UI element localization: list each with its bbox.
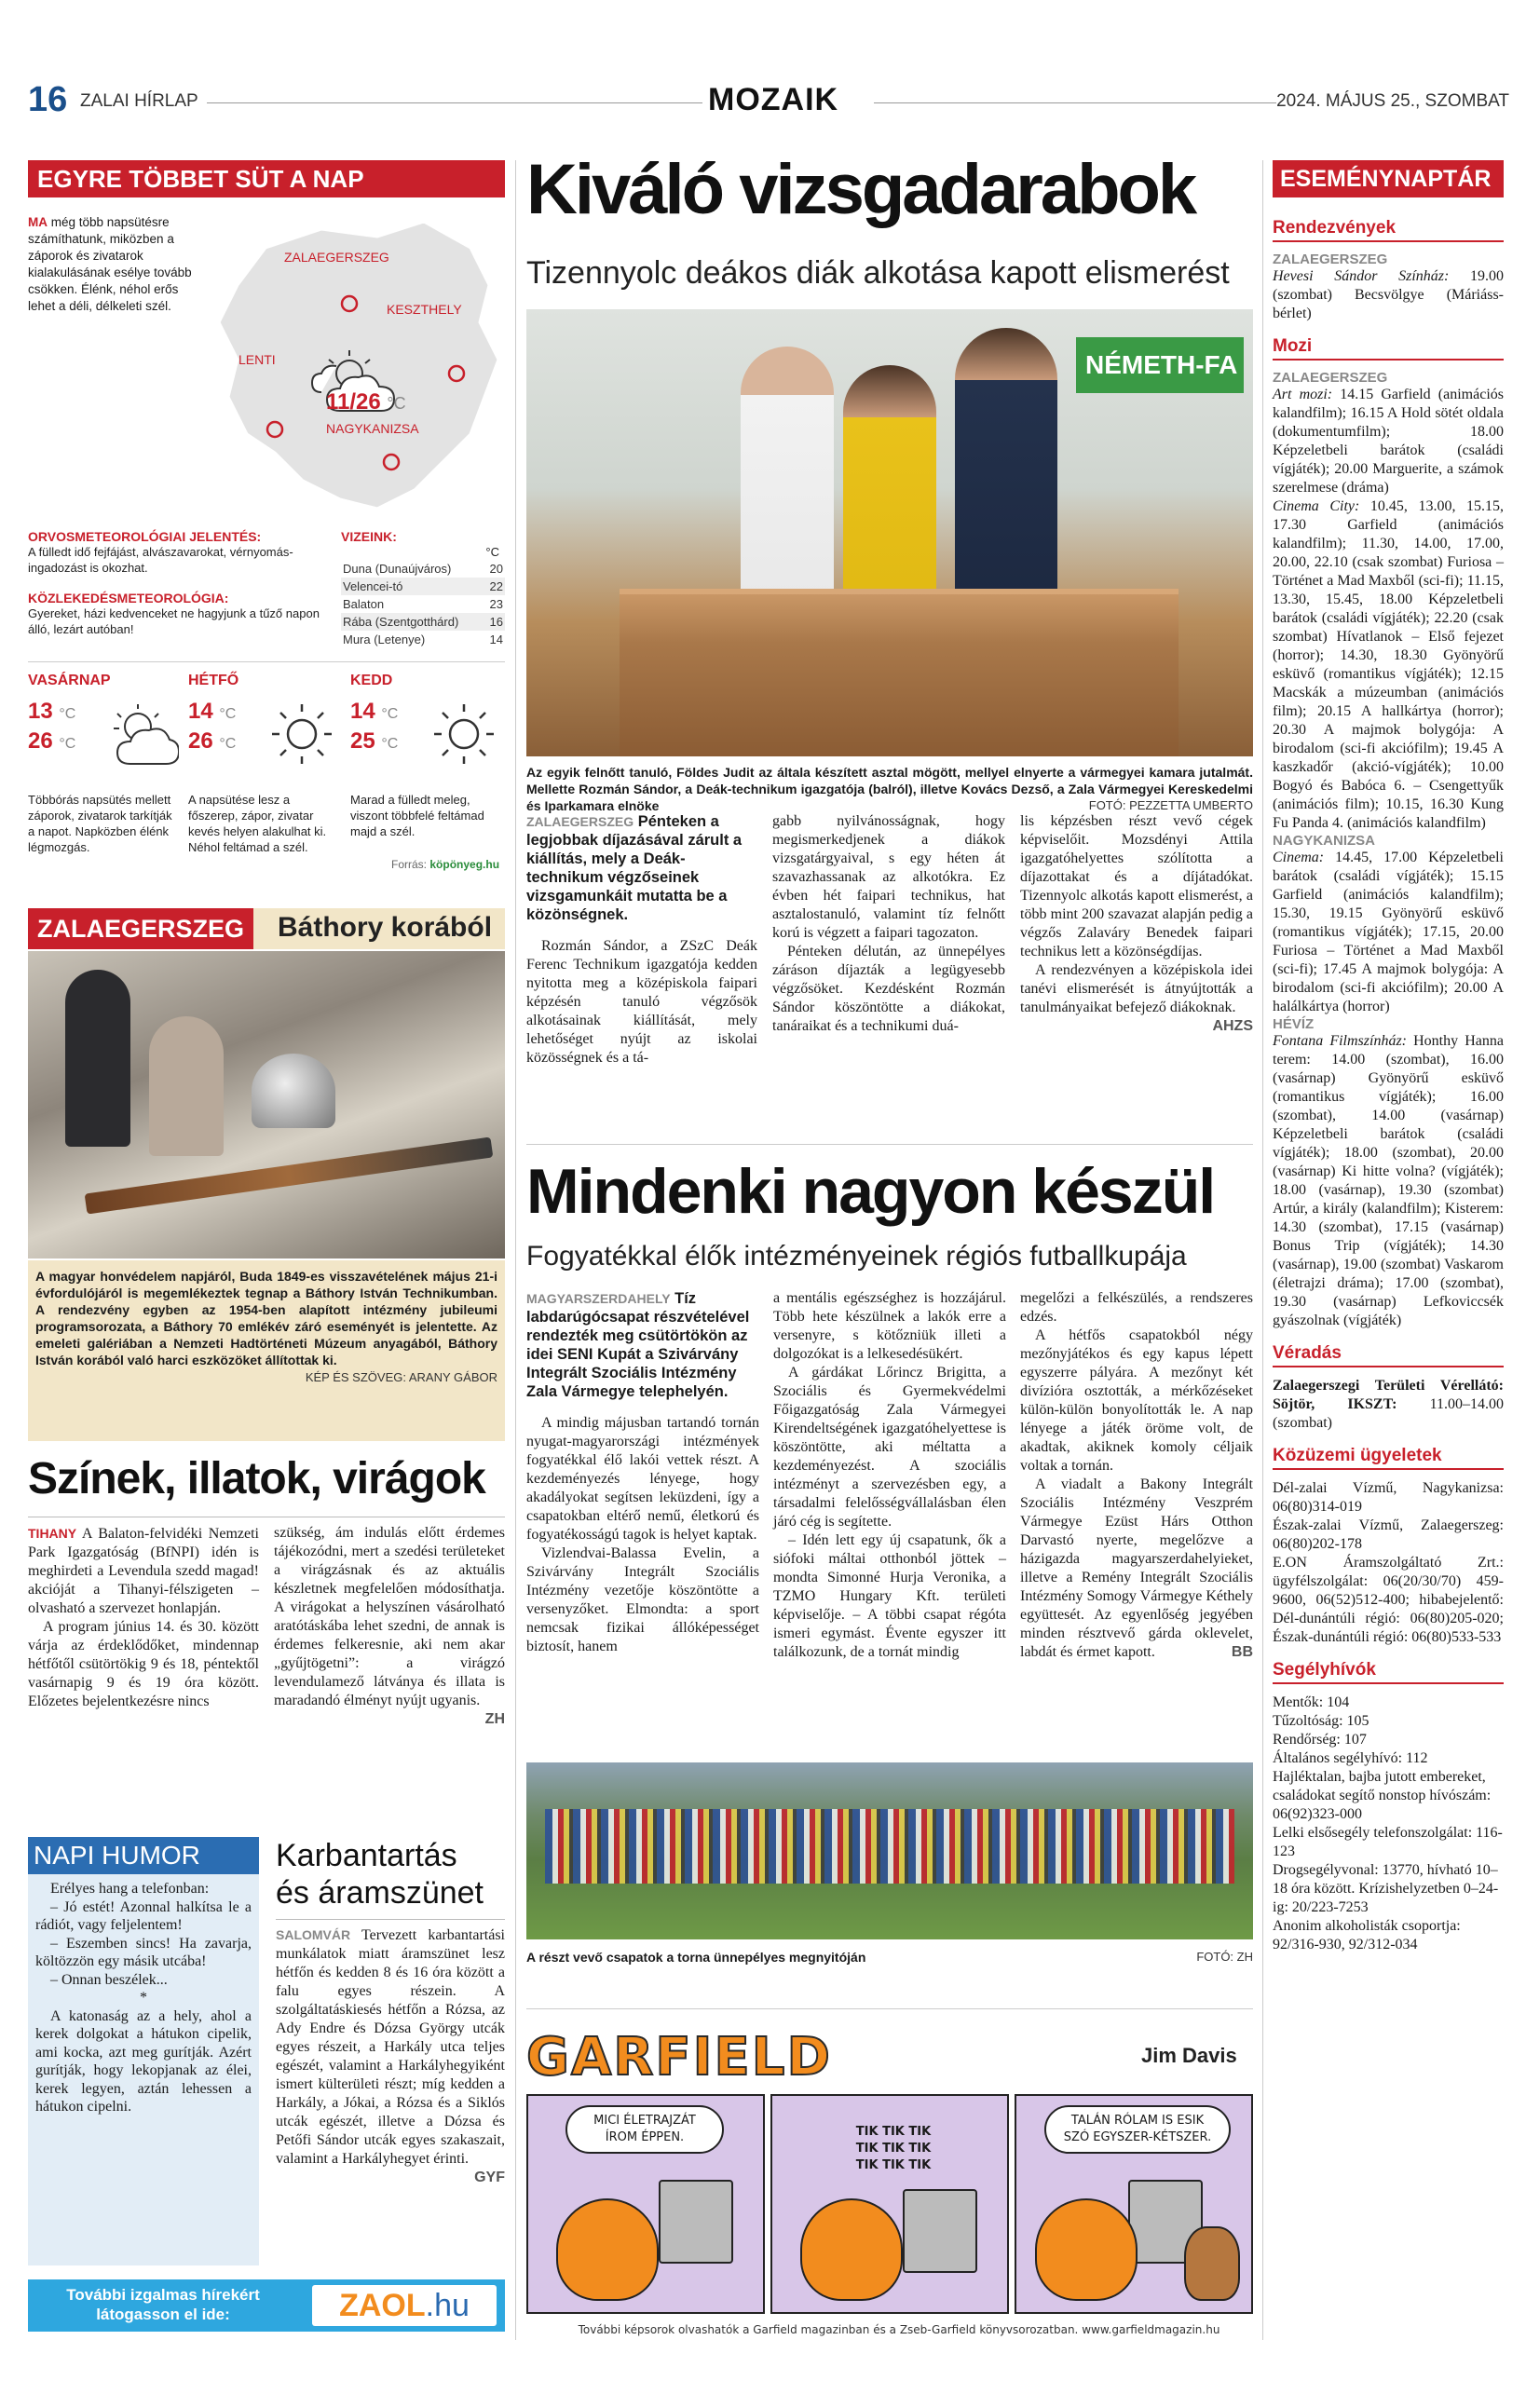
source-logo: köpönyeg.hu (429, 858, 500, 871)
mozi-heading: Mozi (1273, 336, 1504, 361)
zaol-text: További izgalmas hírekért látogasson el ide: (66, 2286, 260, 2323)
garfield-cat (800, 2198, 903, 2301)
mindenki-col1: MAGYARSZERDAHELY Tíz labdarúgócsapat részvételével rendezték meg csütörtökön az idei SENI Kupát a Szivárvány Integrált Szociális Intézmény Zala Vármegye telephelyén. A mindig májusban tartandó tornán nyugat-magyarországi intézmények fogyatékkal élő lakói vettek részt. A kezdeményezés lényege, hogy akadályokat segítsen leküzdeni, így a csapatokban eltérő nemű, életkorú és fogyatékosságú tagok is helyet kaptak. Vizlendvai-Balassa Evelin, a Szivárvány Integrált Szociális Intézmény vezetője köszöntötte a versenyzőket. Elmondta: a sport nemcsak fizikai állóképességet biztosít, hanem (526, 1290, 759, 1654)
mindenki-col2: a mentális egészséghez is hozzájárul. Több hete készülnek a lakók erre a versenyre, s kötőzniük illeti a dolgozókat is a lelkesedésükért. A gárdákat Lőrincz Brigitta, a Szociális és Gyermekvédelmi Főigazgatóság Zala Vármegyei Kirendeltségének igazgatóhelyettese is köszöntötte, aki méltatta a kezdeményezést. A szociális intézményt a szervezésben egy, a társadalmi felelősségvállalásban élen járó cég is segítette. – Idén lett egy új csapatunk, ők a siófoki máltai otthonból jöttek – mondta Simonné Hurja Veronika, a TZMO Hungary Kft. területi képviselője. – A többi csapat régóta ismeri egymást. Évente egyszer itt találkozunk, de a tornát mindig (773, 1290, 1006, 1660)
karbantartas-sig: GYF (474, 2170, 505, 2185)
garfield-author: Jim Davis (1141, 2044, 1237, 2067)
vizsga-kicker: ZALAEGERSZEG (526, 814, 634, 829)
mindenki-photo (526, 1762, 1253, 1939)
segely-heading: Segélyhívók (1273, 1660, 1504, 1684)
humor-text: Erélyes hang a telefonban: – Jó estét! Azonnal halkítsa le a rádiót, vagy feljelentem! – Eszemben sincs! Ha zavarja, költözzön egy másik utcába! – Onnan beszélek... * A katonaság az a hely, ahol a kerek dolgokat a hátukon cipelik, ami kocka, azt meg gurítják. Azért gurítják, hogy lekopjanak az élei, kerek legyen, aztán lehessen a hátukon cipelni. (35, 1881, 252, 2115)
list-item: Anonim alkoholisták csoportja: 92/316-930, 92/312-034 (1273, 1918, 1461, 1952)
list-item: Hajléktalan, bajba jutott embereket, családokat segítő nonstop hívószám: 06(92)323-000 (1273, 1769, 1492, 1822)
day-low: 13 °C (28, 699, 76, 724)
issue-date: 2024. MÁJUS 25., SZOMBAT (1276, 91, 1509, 111)
article-divider (526, 2008, 1253, 2009)
day-high: 26 °C (28, 728, 76, 754)
garfield-panel-3 (1015, 2094, 1253, 2314)
photo-sign-text: NÉMETH-FA (1085, 350, 1238, 379)
zaol-banner[interactable] (28, 2279, 505, 2332)
photo-crowd (545, 1809, 1234, 1884)
day-name: VASÁRNAP (28, 673, 111, 688)
bathory-article (28, 908, 505, 1441)
vizek-block (341, 529, 505, 648)
bathory-credit: KÉP ÉS SZÖVEG: ARANY GÁBOR (305, 1370, 497, 1384)
vizsga-credit: FOTÓ: PEZZETTA UMBERTO (1088, 798, 1253, 812)
mozi-city-1: ZALAEGERSZEG (1273, 370, 1388, 386)
garfield-panel-2 (770, 2094, 1009, 2314)
mozi-city-3: HÉVÍZ (1273, 1016, 1315, 1032)
day-high: 25 °C (350, 728, 399, 754)
photo-person-right (149, 1016, 224, 1156)
photo-person-2 (843, 365, 936, 626)
karbantartas-rule (276, 1919, 505, 1920)
veradas-heading: Véradás (1273, 1343, 1504, 1367)
map-city-lenti: LENTI (238, 352, 276, 367)
mindenki-credit: FOTÓ: ZH (1196, 1950, 1253, 1964)
column-rule-left (515, 160, 516, 2340)
photo-helmet (252, 1054, 335, 1128)
bathory-title: Báthory korából (278, 912, 493, 943)
sun-icon (430, 701, 497, 768)
mindenki-article (526, 1155, 1253, 1993)
vizsga-photo (526, 309, 1253, 756)
column-rule-right (1262, 160, 1263, 2340)
table-row: Velencei-tó 22 (343, 579, 503, 593)
kozuzemi-heading: Közüzemi ügyeletek (1273, 1446, 1504, 1470)
veradas-text: Zalaegerszegi Területi Vérellátó: Söjtör, IKSZT: 11.00–14.00 (szombat) (1273, 1378, 1504, 1431)
karbantartas-article (276, 1837, 505, 2275)
list-item: Rendőrség: 107 (1273, 1732, 1367, 1748)
vizsga-title: Kiváló vizsgadarabok (526, 150, 1195, 229)
table-row: Mura (Letenye) 14 (343, 633, 503, 646)
mozi-text-4: Fontana Filmszínház: Honthy Hanna terem: 14.00 (szombat), 16.00 (vasárnap) Gyönyörű esküvő (romantikus vígjáték); 16.00 (szombat), 14.00 (vasárnap) Képzeletbeli barátok (családi vígjáték); 18.00 (szombat), 20.00 (vasárnap) Ki hitte volna? (vígjáték); 18.00 (vasárnap), 19.30 (szombat) Artúr, a király (kalandfilm); Kisterem: 14.30 (szombat), 17.15 (vasárnap) Bonus Trip (vígjáték); 14.30 (vasárnap), 19.00 (szombat) Vaskarom (életrajzi dráma); 17.00 (szombat), 19.30 (vasárnap) Lefkoviccsék gyászolnak (vígjáték) (1273, 1033, 1505, 1328)
map-city-zalaegerszeg: ZALAEGERSZEG (284, 250, 389, 265)
day-text: Többórás napsütés mellett záporok, zivatarok tarkítják a napot. Napközben élénk légmozgás. (28, 793, 172, 854)
list-item: Dél-zalai Vízmű, Nagykanizsa: 06(80)314-019 (1273, 1480, 1504, 1515)
szinek-title: Színek, illatok, virágok (28, 1454, 485, 1503)
mindenki-col3: megelőzi a felkészülés, a rendszeres edzés. A hétfős csapatokból négy mezőnyjátékos és egy kapus lépett egyszerre pályára. A mezőnyt két divízióra osztották, a mérkőzéseket külön-külön bonyolították le. A nap lényege a játék öröme volt, de akadtak, akiknek komoly céljaik voltak a tornán. A viadalt a Bakony Integrált Szociális Intézmény Veszprém Vármegye Ezüst Hárs Otthon Darvastó nyerte, megelőzve a házigazda magyarszerdahelyieket, illetve a Remény Integrált Szociális Intézmény Somogy Vármegye Kéthely együttesét. Az egyenlőség jegyében minden résztvevő gárda oklevelet, labdát és érmet kapott. BB (1020, 1290, 1253, 1660)
section-title: MOZAIK (708, 82, 839, 117)
map-city-nagykanizsa: NAGYKANIZSA (326, 421, 419, 436)
list-item: Mentők: 104 (1273, 1694, 1350, 1710)
kozl-text: Gyereket, házi kedvenceket ne hagyjunk a tűző napon álló, lezárt autóban! (28, 606, 320, 636)
mozi-city-2: NAGYKANIZSA (1273, 833, 1376, 849)
day-low: 14 °C (350, 699, 399, 724)
weather-divider (28, 661, 505, 662)
list-item: Tűzoltóság: 105 (1273, 1713, 1369, 1729)
rend-city: ZALAEGERSZEG (1273, 252, 1388, 267)
mindenki-title: Mindenki nagyon készül (526, 1156, 1215, 1227)
orvos-text: A fülledt idő fejfájást, alvászavarokat, vérnyomás-ingadozást is okozhat. (28, 545, 293, 575)
day-text: Marad a fülledt meleg, viszont többfelé feltámad majd a szél. (350, 793, 484, 838)
list-item: E.ON Áramszolgáltató Zrt.: ügyfélszolgálat: 06(20/30/70) 459-9600, 06(52)512-400; hibabejelentő: Dél-dunántúli régió: 06(80)205-020; Észak-dunántúli régió: 06(80)533-533 (1273, 1555, 1504, 1645)
map-temp-low: 11 (326, 389, 350, 415)
orvos-title: ORVOSMETEOROLÓGIAI JELENTÉS: (28, 529, 262, 544)
day-vasarnap (28, 673, 182, 855)
garfield-cat (556, 2198, 659, 2301)
mindenki-caption: A részt vevő csapatok a torna ünnepélyes megnyitóján FOTÓ: ZH (526, 1950, 1253, 1965)
day-name: KEDD (350, 673, 393, 688)
photo-table (620, 589, 1179, 756)
mozi-text-3: Cinema: 14.45, 17.00 Képzeletbeli barátok (családi vígjáték); 15.15 Garfield (animációs kalandfilm); 15.30, 19.15 Gyönyörű esküvő (romantikus vígjáték); 17.15, 20.00 Furiosa – Történet a Mad Maxből (sci-fi); 17.45 A majmok bolygója: A birodalom (sci-fi akciófilm); 20.00 A halálkártya (horror) (1273, 850, 1504, 1014)
day-text: A napsütése lesz a főszerep, zápor, zivatar kevés helyen alakulhat ki. Néhol feltámad a szél. (188, 793, 327, 854)
szinek-col2: szükség, ám indulás előtt érdemes tájékozódni, mert a szedési területeket a virágzásnak és az aktuális készletnek megfelelően módosíthatja. A virágokat a helyszínen vásárolható aratótáskába lehet szedni, de annak is érdemes felkeresnie, aki nem akar „gyűjtögetni”: a virágzó levendulamező látványa és illata is maradandó élményt nyújt ugyanis. ZH (274, 1525, 505, 1727)
karbantartas-title: Karbantartás és áramszünet (276, 1838, 484, 1911)
kozl-block (28, 591, 335, 637)
humor-title: NAPI HUMOR (28, 1837, 259, 1874)
day-high: 26 °C (188, 728, 237, 754)
page-number: 16 (28, 80, 68, 119)
pooky-bear (1184, 2226, 1240, 2301)
list-item: Észak-zalai Vízmű, Zalaegerszeg: 06(80)202-178 (1273, 1517, 1504, 1552)
kozuzemi-list (1273, 1479, 1504, 1647)
garfield-footer: További képsorok olvashatók a Garfield magazinban és a Zseb-Garfield könyvsorozatban. www.garfieldmagazin.hu (578, 2323, 1220, 2336)
header-rule-right (874, 102, 1276, 103)
mozi-text-2: Cinema City: 10.45, 13.00, 15.15, 17.30 Garfield (animációs kalandfilm); 11.30, 14.00, 17.00, 20.00, 22.10 (csak szombat) Furiosa – Történet a Mad Maxből (sci-fi); 11.15, 13.30, 15.45, 18.00 Képzeletbeli barátok (családi vígjáték); 22.20 (csak szombat) Hívatlanok – Első fejezet (horror); 14.30, 18.30 Gyönyörű esküvő (romantikus vígjáték); 12.15 Macskák a múzeumban (animációs film); 20.15 A hallkártya (horror); 20.30 A majmok bolygója: A birodalom (sci-fi akciófilm); 19.45 A kaszkadőr (akció-vígjáték); 10.00 Bogyó és Babóca 6. – Csengettyűk (animációs film); 10.15, 16.30 Kung Fu Panda 4. (animációs kalandfilm) (1273, 498, 1505, 831)
kozl-title: KÖZLEKEDÉSMETEOROLÓGIA: (28, 591, 229, 605)
bathory-caption-box (28, 1260, 505, 1441)
day-hetfo (188, 673, 342, 855)
mindenki-subtitle: Fogyatékkal élők intézményeinek régiós futballkupája (526, 1241, 1187, 1272)
list-item: Általános segélyhívó: 112 (1273, 1750, 1428, 1766)
vizsga-col1: ZALAEGERSZEG Pénteken a legjobbak díjazásával zárult a kiállítás, mely a Deák-technikum végzőseinek vizsgamunkáit mutatta be a közönségnek. Rozmán Sándor, a ZSzC Deák Ferenc Technikum igazgatója kedden nyitotta meg a középiskola faipari képzésén tanuló végzősök alkotásainak kiállítását, mely lehetőséget nyújt az iskolai közösségnek és a tá- (526, 813, 757, 1066)
szinek-article (28, 1453, 505, 1826)
map-temp-high: 26 (356, 389, 381, 415)
rend-text: Hevesi Sándor Színház: 19.00 (szombat) Becsvölgye (Máriáss-bérlet) (1273, 268, 1504, 321)
page-header (28, 78, 1509, 125)
day-name: HÉTFŐ (188, 673, 239, 688)
tik-text: TIK TIK TIK TIK TIK TIK TIK TIK TIK (855, 2125, 932, 2172)
esemeny-title: ESEMÉNYNAPTÁR (1273, 160, 1504, 197)
zaol-logo: ZAOL.hu (312, 2285, 497, 2326)
photo-banner-sign (1076, 337, 1244, 393)
table-row: Duna (Dunaújváros) 20 (343, 562, 503, 576)
szinek-sig: ZH (484, 1711, 505, 1727)
szinek-col1: TIHANY A Balaton-felvidéki Nemzeti Park Igazgatóság (BfNPI) idén is meghirdeti a Levendula szedd magad! akcióját a Tihanyi-félszigeten – olvasható a szervezet honlapján. A program június 14. és 30. között várja az érdeklődőket, mindennap hétfőtől csütörtökig 9 és 18, péntektől vasárnapig 9 és 19 óra között. Előzetes bejelentkezésre nincs (28, 1526, 259, 1709)
garfield-panel-1 (526, 2094, 765, 2314)
map-temp-unit: °C (387, 394, 406, 413)
szinek-kicker: TIHANY (28, 1526, 77, 1541)
monitor (659, 2180, 733, 2264)
weather-lead-text: még több napsütésre számíthatunk, miközben a záporok és zivatarok kialakulásának esélye tovább csökken. Élénk, néhol erős lehet a déli, délkeleti szél. (28, 215, 192, 313)
article-divider (526, 1144, 1253, 1145)
bathory-bar (28, 908, 505, 949)
vizek-unit: °C (485, 545, 499, 559)
vizsga-sig: AHZS (1212, 1018, 1253, 1034)
karbantartas-body: SALOMVÁR Tervezett karbantartási munkálatok miatt áramszünet lesz hétfőn és kedden 8 és 16 óra között a falu egyes részein. A szolgáltatáskiesés hétfőn a Rózsa, az Ady Endre és Dózsa György utcák egyes részeit, a Harkály utca teljes egészét, valamint a Harkályhegyiként ismert külterületi részt; míg kedden a Harkály, a Jókai, a Rózsa és a Siklós utcák egészét, illetve a Dózsa és Petőfi Sándor utcák egyes szakaszait, valamint a Harkályhegyet érinti. GYF (276, 1927, 505, 2185)
photo-rifle (85, 1136, 494, 1214)
rendezvenyek-heading: Rendezvények (1273, 218, 1504, 242)
bathory-city: ZALAEGERSZEG (28, 908, 253, 949)
weather-title: EGYRE TÖBBET SÜT A NAP (28, 160, 505, 197)
weather-box (28, 160, 505, 896)
bathory-caption: A magyar honvédelem napjáról, Buda 1849-es visszavételének május 21-i évfordulójáról is megemlékeztek tegnap a Báthory István Technikumban. A rendezvény egyben az 1954-ben alapított intézmény jubileumi programsorozata, a Báthory 70 emlékév záró eseményét is jelentette. Az emeleti galériában a Nemzeti Hadtörténeti Múzeum anyagából, Báthory István korából való harci eszközöket állítottak ki. (35, 1269, 497, 1367)
photo-person-1 (741, 347, 834, 617)
garfield-strip (526, 2020, 1253, 2346)
mindenki-kicker: MAGYARSZERDAHELY (526, 1291, 671, 1306)
header-rule-left (207, 102, 702, 103)
photo-person-3 (955, 328, 1057, 617)
photo-person-left (65, 970, 130, 1147)
vizsga-subtitle: Tizennyolc deákos diák alkotása kapott elismerést (526, 255, 1230, 291)
weather-lead (28, 214, 205, 315)
source-label: Forrás: (391, 858, 428, 871)
table-row: Balaton 23 (343, 597, 503, 611)
orvos-block (28, 529, 335, 576)
vizsga-article (526, 149, 1253, 1136)
karbantartas-kicker: SALOMVÁR (276, 1927, 351, 1942)
weather-lead-bold: MA (28, 215, 48, 229)
list-item: Drogsegélyvonal: 13770, hívható 10–18 óra között. Krízishelyzetben 0–24-ig: 20/223-7253 (1273, 1862, 1499, 1915)
list-item: Lelki elsősegély telefonszolgálat: 116-123 (1273, 1825, 1503, 1859)
segely-list (1273, 1694, 1504, 1954)
table-row: Rába (Szentgotthárd) 16 (343, 615, 503, 629)
monitor (903, 2189, 977, 2273)
bathory-photo (28, 951, 505, 1258)
esemeny-column (1273, 160, 1504, 2377)
garfield-cat (1035, 2198, 1138, 2301)
garfield-logo: GARFIELD (526, 2027, 832, 2088)
day-low: 14 °C (188, 699, 237, 724)
mozi-text-1: Art mozi: 14.15 Garfield (animációs kalandfilm); 16.15 A Hold sötét oldala (dokumentumfilm); 18.00 Képzeletbeli barátok (családi vígjáték); 20.00 Marguerite, a számok szerelmese (dráma) (1273, 387, 1504, 496)
vizek-table (341, 560, 505, 648)
vizsga-col3: lis képzésben részt vevő cégek képviselőit. Mozsdényi Attila igazgatóhelyettes szólította a díjazottakat és a díjátadókat. Tizennyolc alkotás kapott elismerést, a több mint 200 szavazat alapján pedig a végzős Zalaváry Benedek faipari technikus lett a közönségdíjas. A rendezvényen a középiskola idei tanévi elismerését is átnyújtották a tanulmányaikat befejező diákoknak. AHZS (1020, 813, 1253, 1034)
vizsga-col2: gabb nyilvánosságnak, hogy megismerkedjenek a diákok vizsgatárgyaival, s egy héten át szavazhassanak az alkotókra. Ez évben hét faipari technikus, hat asztalostanuló, valamint tíz felnőtt korú is végzett a faipari tagozaton. Pénteken délután, az ünnepélyes záráson díjazták a legügyesebb végzősöket. Kezdésként Rozmán Sándor köszöntötte a diákokat, tanáraikat és a technikumi duá- (772, 813, 1005, 1034)
sun-icon (268, 701, 335, 768)
map-temperature: 11/26 °C (326, 389, 406, 415)
map-city-keszthely: KESZTHELY (387, 302, 462, 317)
mindenki-sig: BB (1231, 1644, 1253, 1660)
paper-name: ZALAI HÍRLAP (80, 91, 198, 111)
day-kedd (350, 673, 505, 839)
vizek-title: VIZEINK: (341, 529, 397, 544)
speech-bubble: MICI ÉLETRAJZÁT ÍROM ÉPPEN. (565, 2105, 724, 2154)
vizsga-caption: Az egyik felnőtt tanuló, Földes Judit az általa készített asztal mögött, mellyel elnyerte a vármegyei kamara jutalmát. Mellette Rozmán Sándor, a Deák-technikum igazgatója (balról), illetve Kovács Dezső, a Zala Vármegyei Kereskedelmi és Iparkamara elnöke FOTÓ: PEZZETTA UMBERTO (526, 765, 1253, 813)
partly-cloudy-icon (104, 699, 179, 773)
humor-box (28, 1837, 259, 2265)
weather-source (391, 857, 499, 873)
speech-bubble: TALÁN RÓLAM IS ESIK SZÓ EGYSZER-KÉTSZER. (1044, 2105, 1231, 2154)
